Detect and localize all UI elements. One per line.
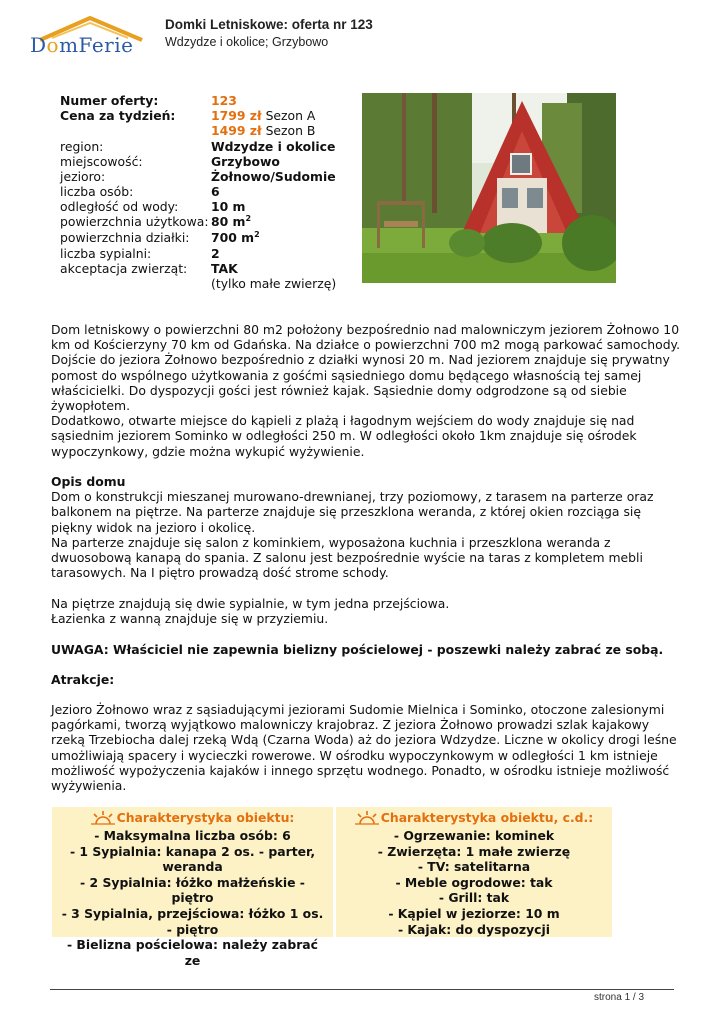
offer-number-row — [60, 93, 237, 108]
warning-text: UWAGA: Właściciel nie zapewnia bielizny pościelowej - poszewki należy zabrać ze sobą. — [51, 642, 664, 657]
detail-row-town — [60, 154, 280, 169]
description-paragraph: Dodatkowo, otwarte miejsce do kąpieli z plażą i łagodnym wejściem do wody znajduje się nad sąsiednim jeziorem Sominko w odległości 250 m. W odległości około 1km znajduje się ośrodek wypoczynkowy, gdzie można wykupić wyżywienie. — [51, 413, 637, 459]
house-photo-image — [362, 93, 616, 283]
detail-row-lake — [60, 169, 336, 184]
detail-row-usable-area — [60, 214, 251, 229]
detail-value: Grzybowo — [211, 154, 280, 169]
detail-label: region: — [60, 139, 104, 154]
price-row-b — [60, 123, 315, 138]
description-paragraph: Dom letniskowy o powierzchni 80 m2 położony bezpośrednio nad malowniczym jeziorem Żołnowo 10 km od Kościerzyny 70 km od Gdańska. Na działce o powierzchni 700 m2 mogą parkować samochody. Dojście do jeziora Żołnowo bezpośrednio z działki wynosi 20 m. Nad jeziorem znajduje się prywatny pomost do wspólnego użytkowania z gośćmi sąsiedniego domu będącego własnością tej samej właścicielki. Do dyspozycji gości jest również kajak. Sąsiednie domy odgrodzone są od siebie żywopłotem. — [51, 322, 681, 414]
detail-unit-sup: 2 — [254, 230, 260, 239]
feature-item: - Bielizna pościelowa: należy zabrać ze — [66, 937, 319, 968]
detail-label: jezioro: — [60, 169, 106, 184]
logo-text: DomFerie — [30, 33, 134, 57]
attractions-heading: Atrakcje: — [51, 672, 115, 687]
detail-label: powierzchnia działki: — [60, 230, 190, 245]
house-description-block — [51, 474, 681, 626]
document-subtitle: Wdzydze i okolice; Grzybowo — [165, 35, 329, 49]
detail-label: odległość od wody: — [60, 199, 179, 214]
detail-value: Wdzydze i okolice — [211, 139, 336, 154]
detail-row-region — [60, 139, 335, 154]
feature-item: - 2 Sypialnia: łóżko małżeńskie - piętro — [80, 874, 305, 906]
attractions-paragraph: Jezioro Żołnowo wraz z sąsiadującymi jeziorami Sudomie Mielnica i Sominko, otoczone zalesionymi pagórkami, tworzą wyjątkowo malowniczy krajobraz. Z jeziora Żołnowo prowadzi szlak kajakowy rzeką Trzebiocha dalej rzeką Wdą (Czarna Woda) aż do jeziora Wdzydze. Liczne w okolicy drogi leśne umożliwiają spacery i wycieczki rowerowe. W ośrodku wypoczynkowym w odległości 1 km istnieje możliwość wypożyczenia kajaków i innego sprzętu wodnego. Ponadto, w ośrodku istnieje możliwość wyżywienia. — [51, 702, 677, 794]
detail-row-plot-area — [60, 230, 260, 245]
feature-item: - TV: satelitarna — [417, 859, 531, 875]
price-a-value: 1799 zł — [211, 108, 262, 123]
detail-row-water-distance — [60, 199, 245, 214]
description-block — [51, 322, 681, 459]
description-paragraph: Na parterze znajduje się salon z kominkiem, wyposażona kuchnia i przeszklona weranda z dwuosobową kanapą do spania. Z salonu jest bezpośrednie wyście na taras z kompletem mebli tarasowych. Na I piętro prowadzą dość strome schody. — [51, 534, 643, 581]
feature-item: - 3 Sypialnia, przejściowa: łóżko 1 os. - piętro — [61, 905, 324, 937]
house-photo — [362, 93, 616, 283]
feature-item: - Grill: tak — [438, 890, 510, 906]
feature-item: - Maksymalna liczba osób: 6 — [94, 828, 291, 843]
price-label: Cena za tydzień: — [60, 108, 176, 123]
detail-value: 6 — [211, 184, 220, 199]
price-b-value: 1499 zł — [211, 123, 262, 138]
features-box-2 — [336, 807, 612, 937]
detail-label: powierzchnia użytkowa: — [60, 214, 209, 229]
description-paragraph: Dom o konstrukcji mieszanej murowano-drewnianej, trzy poziomowy, z tarasem na parterze oraz balkonem na piętrze. Na parterze znajduje się przeszklona weranda, z której okien rozciąga się piękny widok na jezioro i okolicę. — [51, 489, 654, 535]
price-a-season: Sezon A — [265, 108, 316, 123]
offer-number-label: Numer oferty: — [60, 93, 159, 108]
features-box-title: Charakterystyka obiektu: — [52, 810, 333, 828]
pets-note: (tylko małe zwierzę) — [211, 276, 337, 291]
detail-label: akceptacja zwierząt: — [60, 261, 188, 276]
detail-value: 80 m — [211, 214, 246, 229]
detail-row-persons — [60, 184, 220, 199]
price-row-a — [60, 108, 315, 123]
document-title: Domki Letniskowe: oferta nr 123 — [165, 17, 373, 32]
description-paragraph: Łazienka z wanną znajduje się w przyziemiu. — [51, 610, 329, 626]
detail-label: miejscowość: — [60, 154, 143, 169]
feature-item: - Ogrzewanie: kominek — [393, 828, 555, 843]
sun-icon — [355, 811, 379, 825]
feature-item: - Zwierzęta: 1 małe zwierzę — [377, 843, 571, 859]
detail-value: 10 m — [211, 199, 246, 214]
detail-value: TAK — [211, 261, 238, 276]
description-paragraph: Na piętrze znajdują się dwie sypialnie, w tym jedna przejściowa. — [51, 595, 450, 611]
pets-note-row — [60, 276, 336, 291]
house-heading: Opis domu — [51, 474, 126, 489]
detail-label: liczba sypialni: — [60, 246, 152, 261]
offer-number-value: 123 — [211, 93, 237, 108]
feature-item: - Kajak: do dyspozycji — [397, 921, 551, 937]
detail-row-pets — [60, 261, 238, 276]
detail-label: liczba osób: — [60, 184, 134, 199]
feature-item: - Meble ogrodowe: tak — [395, 874, 553, 890]
sun-icon — [91, 811, 115, 825]
detail-value: 2 — [211, 246, 220, 261]
detail-row-bedrooms — [60, 246, 220, 261]
footer-divider — [50, 989, 674, 990]
detail-value: Żołnowo/Sudomie — [211, 169, 336, 184]
detail-value: 700 m — [211, 230, 255, 245]
features-box-title: Charakterystyka obiektu, c.d.: — [336, 810, 612, 828]
features-box-1 — [52, 807, 333, 968]
feature-item: - Kąpiel w jeziorze: 10 m — [388, 905, 560, 921]
feature-item: - 1 Sypialnia: kanapa 2 os. - parter, weranda — [69, 843, 316, 875]
detail-unit-sup: 2 — [245, 214, 252, 223]
price-b-season: Sezon B — [265, 123, 316, 138]
page-number: strona 1 / 3 — [594, 992, 645, 1003]
